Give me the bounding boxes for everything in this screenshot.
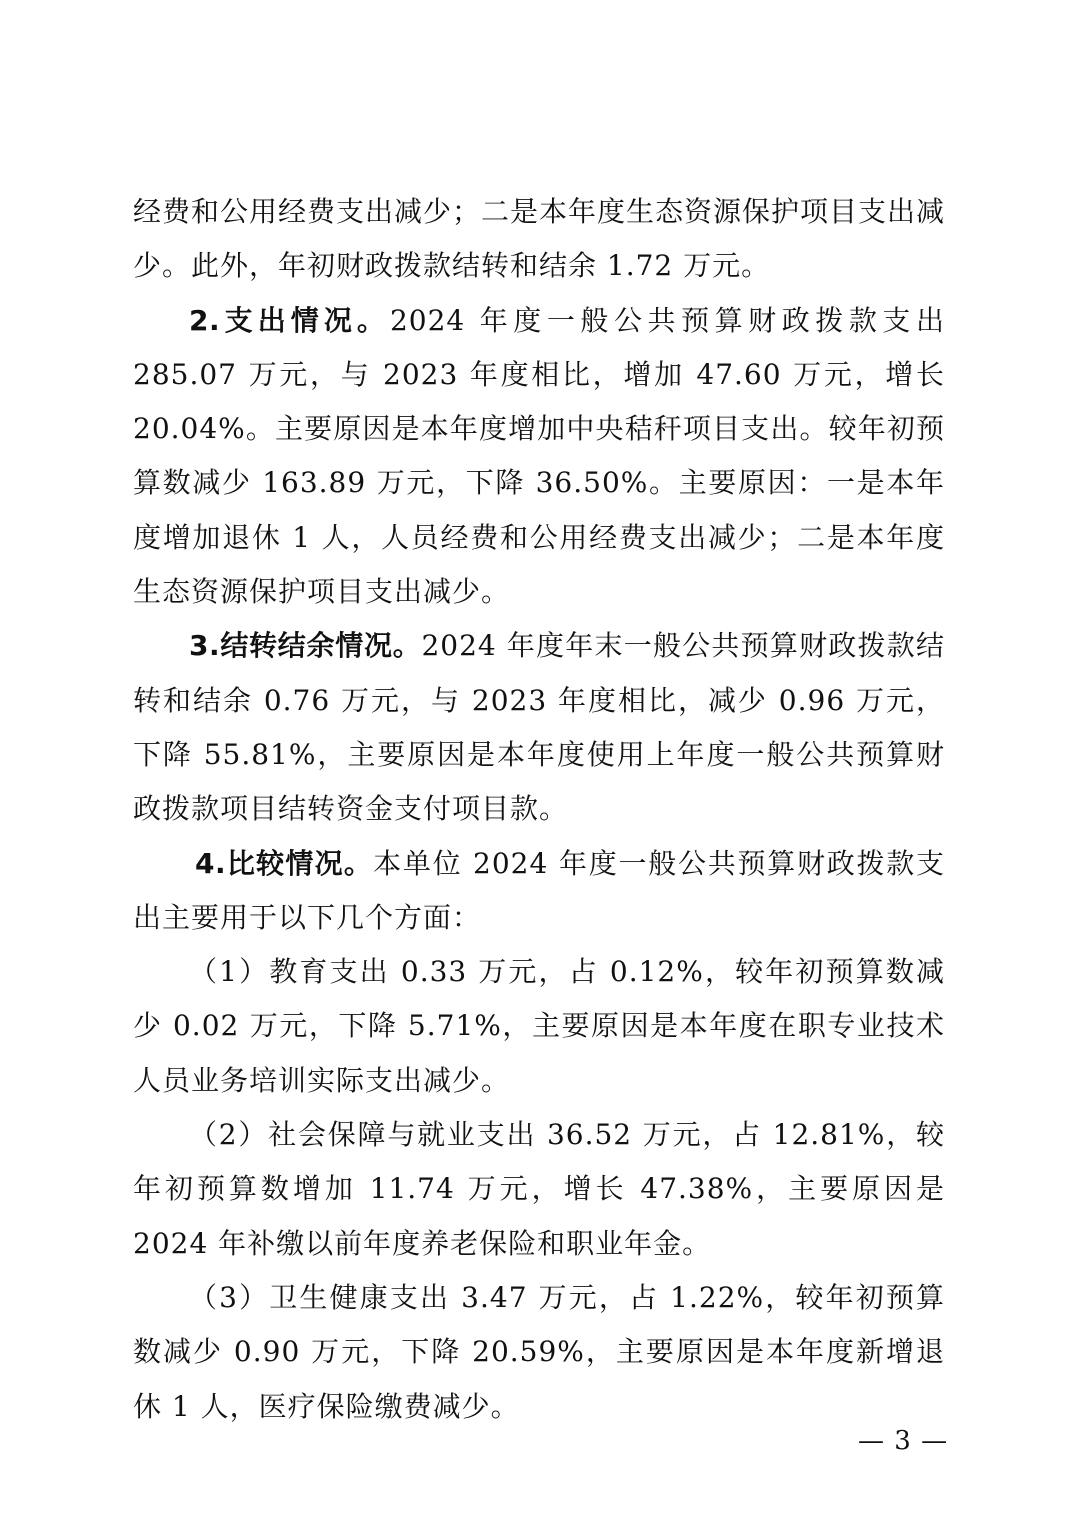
page-number: — 3 — — [858, 1426, 949, 1456]
paragraph-text: 2024 年度年末一般公共预算财政拨款结转和结余 0.76 万元，与 2023 年度相比，减少 0.96 万元，下降 55.81%，主要原因是本年度使用上年度一般公共预算财政拨款项目结转资金支付项目款。 — [133, 629, 945, 826]
paragraph-text: 本单位 2024 年度一般公共预算财政拨款支出主要用于以下几个方面： — [133, 846, 945, 934]
paragraph-health — [133, 1271, 945, 1434]
paragraph-comparison — [133, 837, 945, 946]
paragraph-text: （2）社会保障与就业支出 36.52 万元，占 12.81%，较年初预算数增加 11.74 万元，增长 47.38%，主要原因是 2024 年补缴以前年度养老保险和职业年金。 — [133, 1118, 945, 1260]
document-body — [133, 185, 945, 1434]
paragraph-text: （1）教育支出 0.33 万元，占 0.12%，较年初预算数减少 0.02 万元，下降 5.71%，主要原因是本年度在职专业技术人员业务培训实际支出减少。 — [133, 955, 945, 1097]
paragraph-expenditure — [133, 294, 945, 620]
section-heading-carryover: 3.结转结余情况。 — [189, 629, 422, 663]
paragraph-text: 2024 年度一般公共预算财政拨款支出 285.07 万元，与 2023 年度相比，增加 47.60 万元，增长 20.04%。主要原因是本年度增加中央秸秆项目支出。较年初预算数减少 163.89 万元，下降 36.50%。主要原因：一是本年度增加退休 1 人，人员经费和公用经费支出减少；二是本年度生态资源保护项目支出减少。 — [133, 303, 945, 609]
paragraph-text: 经费和公用经费支出减少；二是本年度生态资源保护项目支出减少。此外，年初财政拨款结转和结余 1.72 万元。 — [133, 195, 946, 283]
paragraph-continuation — [133, 185, 945, 294]
paragraph-social-security — [133, 1108, 945, 1271]
paragraph-education — [133, 945, 945, 1108]
section-heading-expenditure: 2.支出情况。 — [189, 303, 390, 337]
paragraph-carryover — [133, 619, 945, 836]
paragraph-text: （3）卫生健康支出 3.47 万元，占 1.22%，较年初预算数减少 0.90 万元，下降 20.59%，主要原因是本年度新增退休 1 人，医疗保险缴费减少。 — [133, 1280, 945, 1423]
section-heading-comparison: 4.比较情况。 — [195, 846, 374, 880]
